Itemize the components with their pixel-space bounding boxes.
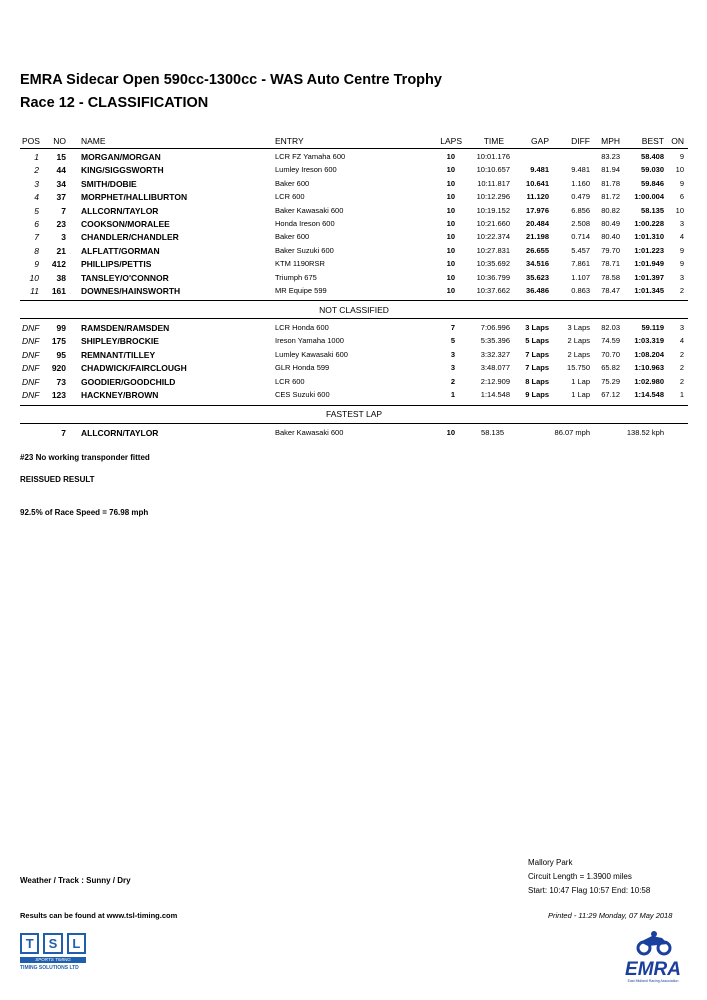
- not-classified-rule-2: [20, 318, 688, 319]
- cell-on: 10: [675, 165, 684, 175]
- cell-pos: 11: [30, 286, 39, 296]
- tsl-letter-l: L: [67, 933, 86, 954]
- cell-best: 1:14.548: [634, 390, 664, 399]
- cell-best: 1:00.004: [634, 192, 664, 202]
- cell-pos: 1: [34, 152, 39, 162]
- cell-mph: 67.12: [601, 390, 620, 399]
- cell-mph: 80.40: [601, 232, 620, 242]
- cell-gap: 36.486: [526, 286, 549, 295]
- cell-name: MORPHET/HALLIBURTON: [81, 192, 188, 203]
- cell-on: 3: [679, 323, 684, 332]
- cell-no: 920: [51, 363, 66, 374]
- cell-name: DOWNES/HAINSWORTH: [81, 286, 181, 296]
- table-row: [0, 192, 707, 204]
- table-row: [0, 363, 707, 375]
- cell-mph: 74.59: [601, 336, 620, 346]
- cell-on: 4: [679, 336, 684, 346]
- cell-laps: 1: [450, 390, 455, 399]
- cell-time: 3:32.327: [480, 349, 510, 359]
- table-row: [0, 323, 707, 335]
- cell-best: 1:01.223: [634, 245, 664, 255]
- cell-mph: 65.82: [601, 363, 620, 373]
- cell-entry: MR Equipe 599: [275, 286, 327, 295]
- cell-on: 9: [679, 152, 684, 161]
- cell-time: 7:06.996: [480, 323, 510, 332]
- cell-time: 10:36.799: [476, 272, 510, 282]
- cell-on: 9: [679, 178, 684, 188]
- cell-diff: 2 Laps: [567, 349, 590, 359]
- cell-diff: 2.508: [571, 219, 590, 228]
- fastest-lap-kph: 138.52 kph: [626, 428, 664, 437]
- cell-no: 412: [51, 259, 66, 270]
- tsl-strap: SPORTS TIMING: [20, 957, 86, 963]
- cell-entry: Baker Kawasaki 600: [275, 205, 344, 215]
- cell-laps: 2: [450, 376, 455, 386]
- table-row: [0, 350, 707, 362]
- cell-pos: 9: [34, 259, 39, 270]
- cell-time: 10:01.176: [476, 152, 510, 161]
- cell-gap: 9.481: [530, 165, 549, 175]
- cell-pos: DNF: [22, 390, 40, 400]
- cell-gap: 7 Laps: [525, 363, 549, 373]
- motorcycle-icon: [618, 930, 688, 956]
- header-laps: LAPS: [440, 136, 462, 146]
- cell-mph: 81.78: [601, 178, 620, 188]
- cell-no: 21: [56, 245, 66, 256]
- header-diff: DIFF: [571, 136, 590, 146]
- cell-on: 2: [679, 286, 684, 295]
- cell-laps: 10: [446, 165, 455, 175]
- table-row: [0, 232, 707, 244]
- cell-name: GOODIER/GOODCHILD: [81, 376, 176, 387]
- tsl-company: TIMING SOLUTIONS LTD: [20, 965, 79, 971]
- table-row: [0, 259, 707, 271]
- cell-pos: 7: [34, 232, 39, 243]
- tsl-letter-s: S: [43, 933, 62, 954]
- cell-entry: LCR Honda 600: [275, 323, 329, 332]
- table-row: [0, 286, 707, 298]
- cell-entry: Ireson Yamaha 1000: [275, 336, 344, 346]
- cell-time: 10:21.660: [476, 219, 510, 228]
- cell-laps: 10: [446, 205, 455, 215]
- cell-pos: 4: [34, 192, 39, 203]
- cell-gap: 8 Laps: [525, 376, 549, 386]
- cell-best: 1:01.345: [634, 286, 664, 295]
- fastest-lap-time: 58.135: [481, 428, 504, 437]
- reissued-note: REISSUED RESULT: [20, 475, 95, 484]
- cell-gap: 11.120: [526, 192, 549, 202]
- cell-best: 1:10.963: [634, 363, 664, 373]
- cell-gap: 9 Laps: [525, 390, 549, 399]
- cell-mph: 78.58: [601, 272, 620, 282]
- cell-laps: 10: [446, 245, 455, 255]
- cell-no: 34: [56, 178, 66, 189]
- cell-laps: 10: [446, 259, 455, 269]
- cell-gap: 7 Laps: [525, 349, 549, 359]
- cell-mph: 75.29: [601, 376, 620, 386]
- cell-on: 10: [675, 205, 684, 215]
- cell-diff: 1.160: [571, 178, 590, 188]
- race-speed-note: 92.5% of Race Speed = 76.98 mph: [20, 508, 149, 517]
- fastest-lap-name: ALLCORN/TAYLOR: [81, 428, 159, 438]
- cell-pos: DNF: [22, 363, 40, 374]
- cell-diff: 0.479: [571, 192, 590, 202]
- not-classified-heading: NOT CLASSIFIED: [319, 305, 389, 315]
- cell-best: 59.119: [641, 323, 664, 332]
- cell-gap: 21.198: [526, 232, 549, 242]
- header-on: ON: [671, 136, 684, 146]
- fastest-lap-row: [0, 428, 707, 440]
- cell-diff: 5.457: [571, 245, 590, 255]
- table-row: [0, 246, 707, 258]
- table-header: [0, 136, 707, 148]
- cell-no: 44: [56, 165, 66, 176]
- cell-diff: 1.107: [571, 272, 590, 282]
- cell-gap: 34.516: [526, 259, 549, 269]
- cell-entry: LCR FZ Yamaha 600: [275, 152, 346, 161]
- cell-laps: 10: [446, 192, 455, 202]
- cell-gap: 17.976: [526, 205, 549, 215]
- cell-on: 9: [679, 259, 684, 269]
- cell-pos: DNF: [22, 349, 40, 360]
- cell-mph: 83.23: [601, 152, 620, 161]
- cell-pos: DNF: [22, 323, 40, 333]
- cell-no: 23: [56, 219, 66, 229]
- cell-on: 2: [679, 349, 684, 359]
- cell-time: 3:48.077: [480, 363, 510, 373]
- cell-diff: 0.714: [571, 232, 590, 242]
- cell-time: 2:12.909: [480, 376, 510, 386]
- cell-time: 10:27.831: [476, 245, 510, 255]
- cell-mph: 80.49: [601, 219, 620, 228]
- table-row: [0, 179, 707, 191]
- cell-name: SMITH/DOBIE: [81, 178, 137, 189]
- cell-entry: LCR 600: [275, 376, 305, 386]
- cell-no: 3: [61, 232, 66, 243]
- cell-entry: KTM 1190RSR: [275, 259, 325, 269]
- cell-mph: 81.94: [601, 165, 620, 175]
- cell-on: 1: [679, 390, 684, 399]
- cell-name: KING/SIGGSWORTH: [81, 165, 164, 176]
- tsl-logo: [20, 933, 86, 979]
- cell-name: HACKNEY/BROWN: [81, 390, 159, 400]
- cell-no: 37: [56, 192, 66, 203]
- cell-diff: 7.861: [571, 259, 590, 269]
- cell-name: PHILLIPS/PETTIS: [81, 259, 152, 270]
- circuit-name: Mallory Park: [528, 858, 573, 867]
- circuit-length: Circuit Length = 1.3900 miles: [528, 872, 632, 881]
- fastest-lap-entry: Baker Kawasaki 600: [275, 428, 344, 437]
- cell-name: ALLCORN/TAYLOR: [81, 205, 159, 216]
- cell-name: TANSLEY/O'CONNOR: [81, 272, 169, 283]
- cell-diff: 3 Laps: [567, 323, 590, 332]
- cell-entry: Baker 600: [275, 178, 310, 188]
- cell-name: MORGAN/MORGAN: [81, 152, 161, 162]
- cell-entry: Triumph 675: [275, 272, 317, 282]
- cell-name: SHIPLEY/BROCKIE: [81, 336, 159, 347]
- cell-laps: 7: [450, 323, 455, 332]
- cell-diff: 9.481: [571, 165, 590, 175]
- cell-entry: GLR Honda 599: [275, 363, 330, 373]
- cell-gap: 26.655: [526, 245, 549, 255]
- cell-no: 7: [61, 205, 66, 216]
- cell-laps: 10: [446, 272, 455, 282]
- table-row: [0, 206, 707, 218]
- header-mph: MPH: [601, 136, 620, 146]
- cell-pos: 2: [34, 165, 39, 176]
- cell-time: 5:35.396: [480, 336, 510, 346]
- emra-text: EMRA: [625, 959, 681, 980]
- cell-diff: 2 Laps: [567, 336, 590, 346]
- cell-on: 2: [679, 363, 684, 373]
- cell-time: 10:11.817: [477, 178, 510, 188]
- cell-entry: Lumley Ireson 600: [275, 165, 337, 175]
- cell-best: 1:01.949: [634, 259, 664, 269]
- cell-on: 3: [679, 219, 684, 228]
- header-best: BEST: [641, 136, 664, 146]
- cell-on: 9: [679, 245, 684, 255]
- cell-best: 1:02.980: [634, 376, 664, 386]
- cell-mph: 82.03: [601, 323, 620, 332]
- cell-name: ALFLATT/GORMAN: [81, 245, 160, 256]
- cell-name: RAMSDEN/RAMSDEN: [81, 323, 170, 333]
- header-gap: GAP: [531, 136, 549, 146]
- cell-name: REMNANT/TILLEY: [81, 349, 156, 360]
- table-row: [0, 377, 707, 389]
- table-row: [0, 152, 707, 164]
- cell-best: 1:01.397: [634, 272, 664, 282]
- cell-on: 6: [679, 192, 684, 202]
- cell-pos: 6: [34, 219, 39, 229]
- cell-best: 1:03.319: [634, 336, 664, 346]
- cell-gap: 20.484: [526, 219, 549, 228]
- cell-laps: 3: [450, 349, 455, 359]
- cell-best: 1:01.310: [634, 232, 664, 242]
- cell-laps: 10: [446, 219, 455, 228]
- cell-no: 175: [51, 336, 66, 347]
- cell-name: COOKSON/MORALEE: [81, 219, 170, 229]
- fastest-lap-heading: FASTEST LAP: [325, 409, 383, 419]
- cell-time: 10:35.692: [476, 259, 510, 269]
- report-title: EMRA Sidecar Open 590cc-1300cc - WAS Auto Centre Trophy: [20, 72, 442, 88]
- printed-timestamp: Printed - 11:29 Monday, 07 May 2018: [548, 911, 673, 920]
- cell-laps: 10: [446, 232, 455, 242]
- cell-diff: 1 Lap: [571, 376, 590, 386]
- emra-logo: [618, 930, 688, 982]
- cell-mph: 80.82: [601, 205, 620, 215]
- cell-no: 123: [51, 390, 66, 400]
- results-url: Results can be found at www.tsl-timing.com: [20, 911, 178, 920]
- cell-best: 59.030: [641, 165, 664, 175]
- cell-pos: 5: [34, 205, 39, 216]
- header-pos: POS: [22, 136, 40, 146]
- header-entry: ENTRY: [275, 136, 304, 146]
- cell-pos: 3: [34, 178, 39, 189]
- cell-entry: Honda Ireson 600: [275, 219, 335, 228]
- cell-pos: DNF: [22, 336, 40, 347]
- cell-no: 99: [56, 323, 66, 333]
- cell-gap: 5 Laps: [525, 336, 549, 346]
- cell-best: 58.408: [641, 152, 664, 161]
- cell-pos: 10: [29, 272, 39, 283]
- tsl-letter-t: T: [20, 933, 39, 954]
- cell-laps: 5: [450, 336, 455, 346]
- cell-best: 59.846: [641, 178, 664, 188]
- fastest-lap-no: 7: [61, 428, 66, 438]
- header-time: TIME: [483, 136, 504, 146]
- cell-entry: CES Suzuki 600: [275, 390, 330, 399]
- table-row: [0, 219, 707, 231]
- cell-mph: 78.47: [601, 286, 620, 295]
- fastest-lap-rule-2: [20, 423, 688, 424]
- cell-laps: 3: [450, 363, 455, 373]
- cell-diff: 0.863: [571, 286, 590, 295]
- cell-entry: LCR 600: [275, 192, 305, 202]
- cell-name: CHANDLER/CHANDLER: [81, 232, 179, 243]
- cell-gap: 10.641: [526, 178, 549, 188]
- header-no: NO: [53, 136, 66, 146]
- header-name: NAME: [81, 136, 106, 146]
- fastest-lap-rule: [20, 405, 688, 406]
- cell-entry: Lumley Kawasaki 600: [275, 349, 348, 359]
- not-classified-rule: [20, 300, 688, 301]
- emra-subtitle: East Midland Racing Association: [627, 979, 679, 983]
- race-times: Start: 10:47 Flag 10:57 End: 10:58: [528, 886, 651, 895]
- cell-time: 10:10.657: [476, 165, 510, 175]
- cell-no: 15: [56, 152, 66, 162]
- cell-on: 3: [679, 272, 684, 282]
- cell-best: 58.135: [641, 205, 664, 215]
- cell-best: 1:00.228: [634, 219, 664, 228]
- cell-no: 73: [56, 376, 66, 387]
- cell-diff: 6.856: [571, 205, 590, 215]
- table-row: [0, 390, 707, 402]
- cell-time: 10:37.662: [476, 286, 510, 295]
- cell-laps: 10: [446, 286, 455, 295]
- cell-gap: 35.623: [526, 272, 549, 282]
- cell-mph: 78.71: [601, 259, 620, 269]
- cell-best: 1:08.204: [634, 349, 664, 359]
- cell-time: 10:19.152: [476, 205, 510, 215]
- weather-track: Weather / Track : Sunny / Dry: [20, 876, 131, 885]
- table-row: [0, 165, 707, 177]
- header-rule: [20, 148, 688, 149]
- cell-gap: 3 Laps: [525, 323, 549, 332]
- cell-entry: Baker 600: [275, 232, 310, 242]
- cell-on: 2: [679, 376, 684, 386]
- cell-no: 95: [56, 349, 66, 360]
- report-subtitle: Race 12 - CLASSIFICATION: [20, 95, 209, 111]
- cell-pos: 8: [34, 245, 39, 256]
- cell-time: 1:14.548: [480, 390, 510, 399]
- table-row: [0, 336, 707, 348]
- cell-mph: 70.70: [601, 349, 620, 359]
- cell-no: 38: [56, 272, 66, 283]
- cell-laps: 10: [446, 152, 455, 161]
- cell-diff: 1 Lap: [571, 390, 590, 399]
- cell-no: 161: [51, 286, 66, 296]
- cell-on: 4: [679, 232, 684, 242]
- cell-mph: 79.70: [601, 245, 620, 255]
- cell-time: 10:12.296: [476, 192, 510, 202]
- cell-laps: 10: [446, 178, 455, 188]
- cell-pos: DNF: [22, 376, 40, 387]
- cell-entry: Baker Suzuki 600: [275, 245, 334, 255]
- cell-diff: 15.750: [567, 363, 590, 373]
- fastest-lap-mph: 86.07 mph: [554, 428, 590, 437]
- cell-time: 10:22.374: [476, 232, 510, 242]
- transponder-note: #23 No working transponder fitted: [20, 453, 150, 462]
- cell-mph: 81.72: [601, 192, 620, 202]
- fastest-lap-lap: 10: [446, 428, 455, 437]
- cell-name: CHADWICK/FAIRCLOUGH: [81, 363, 187, 374]
- table-row: [0, 273, 707, 285]
